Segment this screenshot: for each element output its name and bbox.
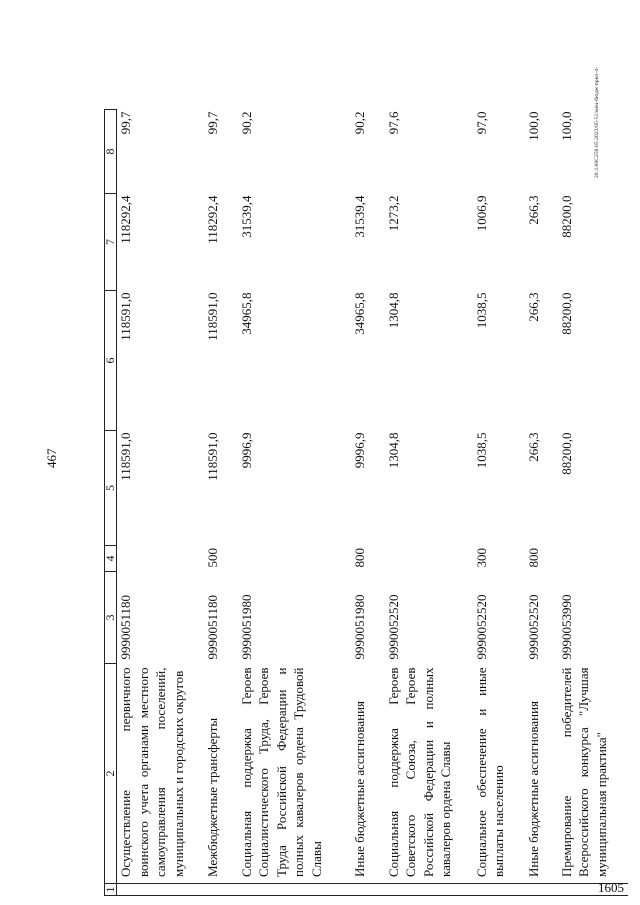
row-value-8: 100,0	[558, 111, 574, 141]
table-row	[385, 110, 473, 896]
row-value-8: 97,6	[385, 111, 401, 135]
row-value-8: 90,2	[351, 111, 367, 135]
row-type	[238, 546, 351, 572]
row-type: 500	[204, 548, 220, 568]
table-row	[525, 110, 558, 896]
row-value-5: 118591,0	[204, 432, 220, 481]
table-row	[473, 110, 525, 896]
row-value-5: 118591,0	[118, 432, 133, 481]
table-row	[204, 110, 238, 896]
row-value-8: 99,7	[204, 111, 220, 135]
row-value-8: 100,0	[525, 111, 541, 141]
row-type	[385, 546, 473, 572]
row-name: Иные бюджетные ассигнования	[525, 700, 541, 877]
row-code: 9990051180	[204, 594, 220, 660]
budget-table	[104, 109, 628, 896]
row-value-7: 31539,4	[351, 195, 367, 238]
header-col-1: 1	[105, 884, 117, 896]
table-row	[558, 110, 628, 896]
row-code: 9990053990	[558, 594, 574, 660]
row-value-6: 34965,8	[351, 292, 367, 335]
row-name: Социальное обеспечение и иные выплаты населению	[473, 667, 506, 877]
row-value-7: 1006,9	[473, 195, 489, 232]
row-value-7: 31539,4	[238, 195, 254, 238]
row-value-7: 88200,0	[558, 195, 574, 238]
row-value-6: 118591,0	[204, 292, 220, 341]
row-code: 9990052520	[473, 594, 489, 660]
row-type	[117, 546, 204, 572]
page-number: 467	[44, 448, 59, 468]
row-code: 9990051180	[118, 594, 133, 660]
row-name: Осуществление первичного воинского учета органами местного самоуправления поселений, муниципальных и городских округов	[118, 667, 186, 877]
table-row	[351, 110, 385, 896]
row-type	[558, 546, 628, 572]
row-type: 300	[473, 548, 489, 568]
row-value-6: 34965,8	[238, 292, 254, 335]
row-value-5: 1304,8	[385, 432, 401, 469]
row-value-7: 118292,4	[118, 195, 133, 244]
header-col-8: 8	[105, 110, 117, 194]
row-value-6: 266,3	[525, 292, 541, 322]
header-col-2: 2	[105, 664, 117, 884]
row-value-6: 1304,8	[385, 292, 401, 329]
row-name: Социальная поддержка Героев Советского Союза, Героев Российской Федерации и полных кавалеров ордена Славы	[385, 667, 453, 877]
print-stamp: 20.3.08С250.05.2023/05-51/мен-бюдж-прил-4-	[594, 66, 600, 178]
row-value-7: 1273,2	[385, 195, 401, 232]
row-code: 9990052520	[525, 594, 541, 660]
row-code: 9990052520	[385, 594, 401, 660]
header-col-4: 4	[105, 546, 117, 572]
row-value-8: 99,7	[118, 111, 133, 135]
bottom-page-number: 1605	[598, 880, 624, 895]
row-name: Социальная поддержка Героев Социалистического Труда, Героев Труда Российской Федерации и полных кавалеров ордена Трудовой Славы	[238, 667, 324, 877]
row-value-5: 266,3	[525, 432, 541, 462]
row-value-7: 266,3	[525, 195, 541, 225]
row-name: Премирование победителей Всероссийского конкурса "Лучшая муниципальная практика"	[558, 667, 609, 877]
row-value-8: 90,2	[238, 111, 254, 135]
row-type: 800	[525, 548, 541, 568]
row-value-6: 118591,0	[118, 292, 133, 341]
row-value-6: 1038,5	[473, 292, 489, 329]
row-name: Межбюджетные трансферты	[204, 717, 220, 877]
row-type: 800	[351, 548, 367, 568]
row-value-5: 88200,0	[558, 432, 574, 475]
row-value-7: 118292,4	[204, 195, 220, 244]
table-row	[117, 110, 204, 896]
row-code: 9990051980	[238, 594, 254, 660]
header-col-6: 6	[105, 291, 117, 431]
row-name: Иные бюджетные ассигнования	[351, 700, 367, 877]
header-col-5: 5	[105, 431, 117, 546]
row-value-5: 9996,9	[351, 432, 367, 469]
row-code: 9990051980	[351, 594, 367, 660]
header-col-7: 7	[105, 194, 117, 291]
row-value-5: 1038,5	[473, 432, 489, 469]
row-value-5: 9996,9	[238, 432, 254, 469]
table-row	[238, 110, 351, 896]
header-row	[105, 110, 117, 896]
row-value-6: 88200,0	[558, 292, 574, 335]
row-value-8: 97,0	[473, 111, 489, 135]
header-col-3: 3	[105, 572, 117, 664]
